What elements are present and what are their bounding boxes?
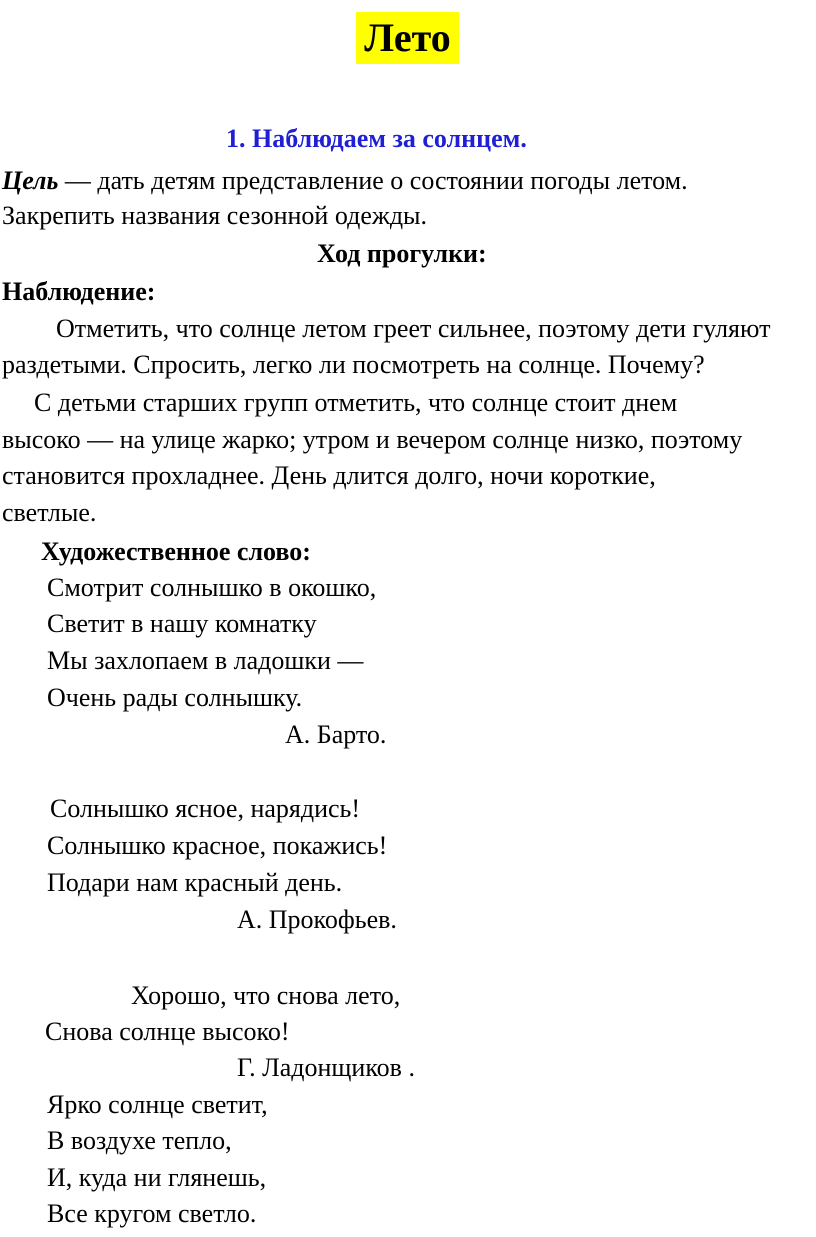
- observation-line: становится прохладнее. День длится долго, ночи короткие,: [2, 461, 656, 490]
- goal-line: [2, 168, 688, 194]
- poem-line: И, куда ни глянешь,: [47, 1163, 267, 1192]
- page-title: Лето: [364, 15, 451, 60]
- observation-line: С детьми старших групп отметить, что солнце стоит днем: [34, 388, 678, 417]
- observation-line: Отметить, что солнце летом греет сильнее, поэтому дети гуляют: [56, 314, 771, 343]
- poem-line: Снова солнце высоко!: [45, 1017, 290, 1046]
- observation-heading: Наблюдение:: [2, 277, 156, 306]
- observation-line: высоко — на улице жарко; утром и вечером солнце низко, поэтому: [2, 425, 743, 454]
- poem-line: Светит в нашу комнатку: [47, 609, 317, 638]
- observation-line: раздетыми. Спросить, легко ли посмотреть на солнце. Почему?: [2, 350, 705, 379]
- poem-author: Г. Ладонщиков .: [237, 1053, 415, 1082]
- poem-line: В воздухе тепло,: [47, 1126, 232, 1155]
- poem-line: Смотрит солнышко в окошко,: [47, 573, 377, 602]
- poem-author: А. Прокофьев.: [237, 905, 397, 934]
- goal-label: Цель: [2, 166, 59, 195]
- poem-line: Ярко солнце светит,: [47, 1090, 268, 1119]
- poem-line: Очень рады солнышку.: [47, 683, 303, 712]
- section-heading: 1. Наблюдаем за солнцем.: [226, 124, 527, 153]
- artistic-word-heading: Художественное слово:: [41, 537, 311, 566]
- poem-line: Солнышко красное, покажись!: [47, 831, 388, 860]
- poem-line: Хорошо, что снова лето,: [131, 981, 401, 1010]
- goal-text-line2: Закрепить названия сезонной одежды.: [2, 201, 428, 230]
- poem-line: Мы захлопаем в ладошки —: [47, 646, 364, 675]
- poem-author: А. Барто.: [285, 720, 387, 749]
- observation-line: светлые.: [2, 498, 97, 527]
- title-highlight: [356, 12, 459, 64]
- goal-text: — дать детям представление о состоянии погоды летом.: [58, 166, 688, 195]
- poem-line: Подари нам красный день.: [47, 868, 343, 897]
- walk-heading: Ход прогулки:: [317, 239, 487, 268]
- poem-line: Все кругом светло.: [47, 1199, 257, 1228]
- poem-line: Солнышко ясное, нарядись!: [50, 794, 361, 823]
